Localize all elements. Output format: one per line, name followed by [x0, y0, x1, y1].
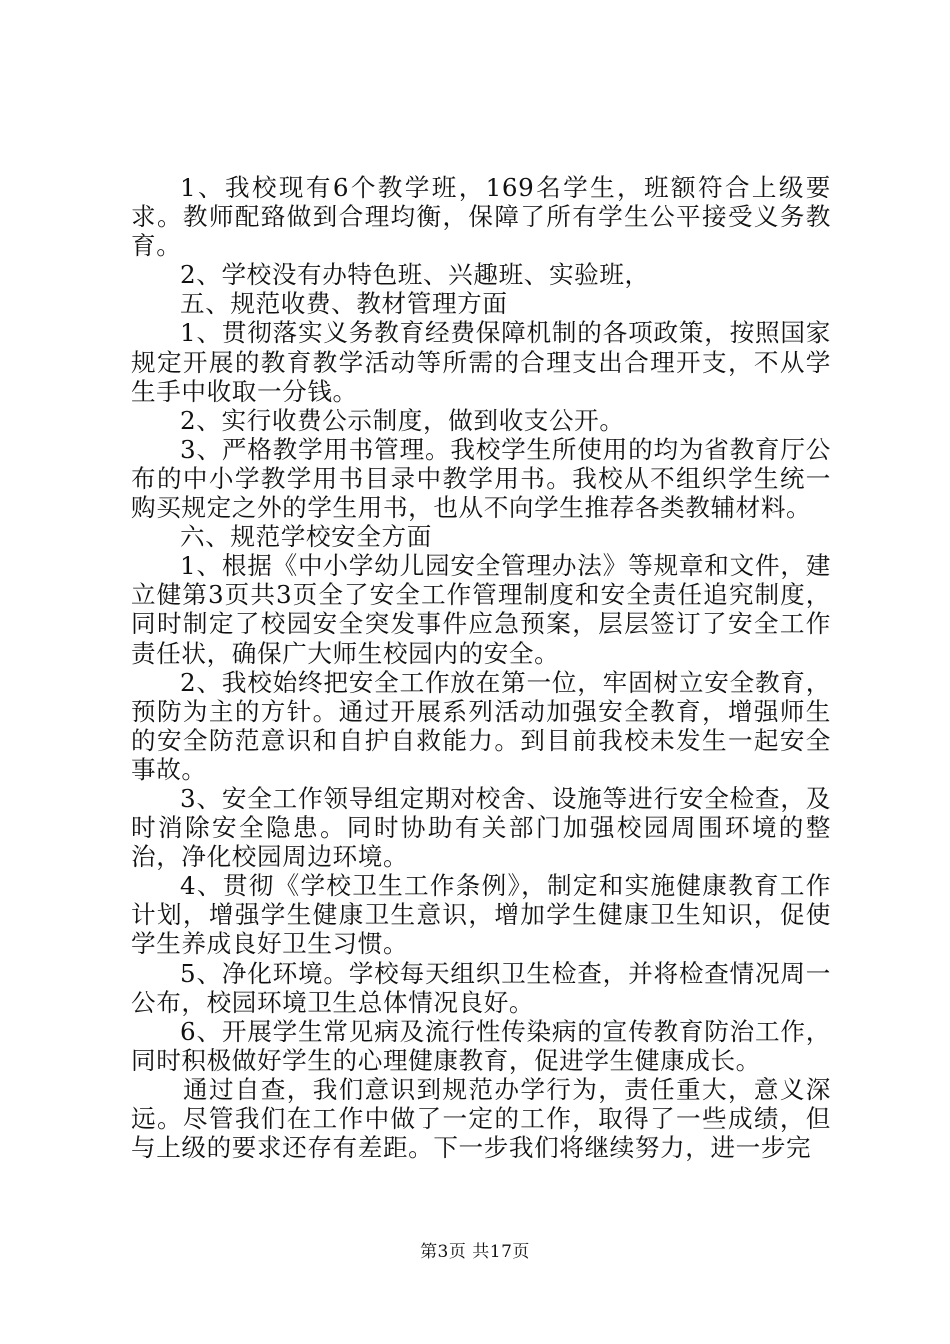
section-heading-fees-textbooks: 五、规范收费、教材管理方面	[180, 289, 508, 319]
paragraph-no-special-classes: 2、学校没有办特色班、兴趣班、实验班，	[180, 260, 650, 290]
paragraph-disease-prevention: 6、开展学生常见病及流行性传染病的宣传教育防治工作，同时积极做好学生的心理健康教育，促进学生健康成长。	[131, 1016, 831, 1075]
section-heading-school-safety: 六、规范学校安全方面	[180, 522, 432, 552]
paragraph-self-inspection-summary: 通过自查，我们意识到规范办学行为，责任重大，意义深远。尽管我们在工作中做了一定的工作，取得了一些成绩，但与上级的要求还存有差距。下一步我们将继续努力，进一步完	[131, 1074, 831, 1163]
document-body	[131, 173, 831, 1162]
paragraph-textbook-management: 3、严格教学用书管理。我校学生所使用的均为省教育厅公布的中小学教学用书目录中教学用书。我校从不组织学生统一购买规定之外的学生用书，也从不向学生推荐各类教辅材料。	[131, 434, 831, 523]
paragraph-environment-cleanup: 5、净化环境。学校每天组织卫生检查，并将检查情况周一公布，校园环境卫生总体情况良好。	[131, 958, 831, 1017]
paragraph-class-count: 1、我校现有6个教学班，169名学生，班额符合上级要求。教师配臵做到合理均衡，保障了所有学生公平接受义务教育。	[131, 173, 831, 261]
page-footer: 第3页 共17页	[420, 1242, 530, 1262]
paragraph-fee-disclosure: 2、实行收费公示制度，做到收支公开。	[180, 405, 625, 435]
paragraph-hygiene-regulations: 4、贯彻《学校卫生工作条例》，制定和实施健康教育工作计划，增强学生健康卫生意识，增加学生健康卫生知识，促使学生养成良好卫生习惯。	[131, 871, 831, 959]
paragraph-funding-policy: 1、贯彻落实义务教育经费保障机制的各项政策，按照国家规定开展的教育教学活动等所需的合理支出合理开支，不从学生手中收取一分钱。	[131, 318, 831, 406]
paragraph-safety-priority: 2、我校始终把安全工作放在第一位，牢固树立安全教育，预防为主的方针。通过开展系列活动加强安全教育，增强师生的安全防范意识和自护自救能力。到目前我校未发生一起安全事故。	[131, 667, 831, 784]
paragraph-safety-regulations: 1、根据《中小学幼儿园安全管理办法》等规章和文件，建立健第3页共3页全了安全工作管理制度和安全责任追究制度，同时制定了校园安全突发事件应急预案，层层签订了安全工作责任状，确保广大师生校园内的安全。	[131, 551, 831, 668]
paragraph-safety-inspection: 3、安全工作领导组定期对校舍、设施等进行安全检查，及时消除安全隐患。同时协助有关部门加强校园周围环境的整治，净化校园周边环境。	[131, 783, 831, 872]
